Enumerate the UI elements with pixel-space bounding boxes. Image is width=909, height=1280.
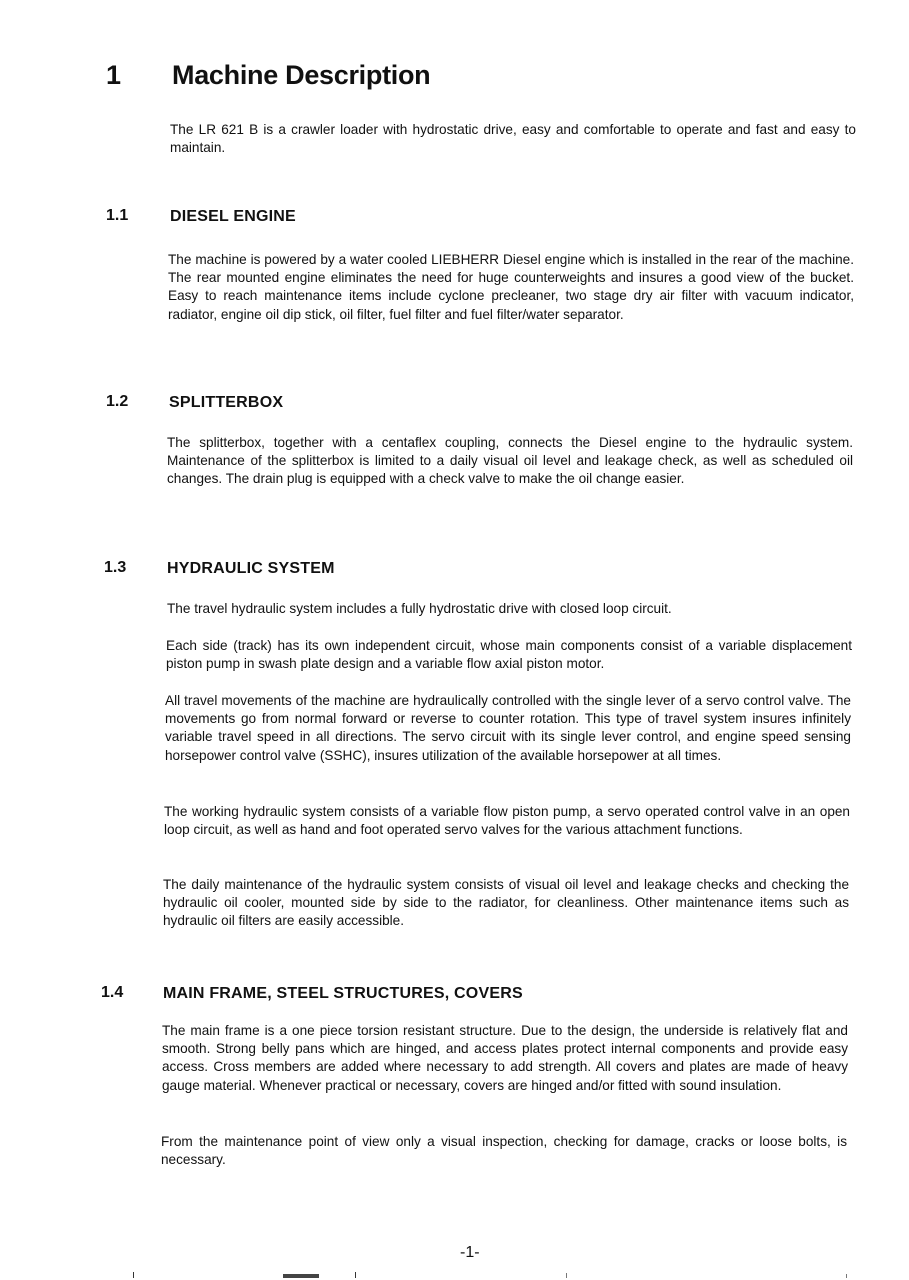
scan-artifact [355, 1272, 356, 1278]
section-number-hydraulic-system: 1.3 [104, 559, 127, 576]
scan-barcode-artifact [283, 1274, 319, 1278]
section-title-hydraulic-system: HYDRAULIC SYSTEM [167, 560, 335, 577]
section-number-diesel-engine: 1.1 [106, 207, 129, 224]
chapter-title: Machine Description [172, 60, 431, 90]
page-number: -1- [460, 1244, 480, 1261]
section-paragraph: The machine is powered by a water cooled LIEBHERR Diesel engine which is installed in the rear of the machine. The rear mounted engine eliminates the need for huge counterweights and insures a good view of the bucket. Easy to reach maintenance items include cyclone precleaner, two stage dry air filter with vacuum indicator, radiator, engine oil dip stick, oil filter, fuel filter and fuel filter/water separator. [168, 252, 854, 322]
section-number-splitterbox: 1.2 [106, 393, 129, 410]
section-paragraph: All travel movements of the machine are hydraulically controlled with the single lever of a servo control valve. The movements go from normal forward or reverse to counter rotation. This type of travel system insures infinitely variable travel speed in all directions. The servo circuit with its single lever control, and engine speed sensing horsepower control valve (SSHC), insures utilization of the available horsepower at all times. [165, 693, 851, 763]
scan-artifact [133, 1272, 134, 1278]
section-title-main-frame: MAIN FRAME, STEEL STRUCTURES, COVERS [163, 985, 523, 1002]
section-paragraph: The working hydraulic system consists of a variable flow piston pump, a servo operated control valve in an open loop circuit, as well as hand and foot operated servo valves for the various attachment functions. [164, 804, 850, 838]
section-paragraph: From the maintenance point of view only a visual inspection, checking for damage, cracks or loose bolts, is necessary. [161, 1134, 847, 1168]
chapter-number: 1 [106, 60, 122, 90]
section-title-splitterbox: SPLITTERBOX [169, 394, 284, 411]
scan-artifact [566, 1273, 567, 1278]
section-paragraph: Each side (track) has its own independent circuit, whose main components consist of a variable displacement piston pump in swash plate design and a variable flow axial piston motor. [166, 638, 852, 672]
section-paragraph: The travel hydraulic system includes a fully hydrostatic drive with closed loop circuit. [167, 601, 672, 616]
section-number-main-frame: 1.4 [101, 984, 124, 1001]
section-paragraph: The daily maintenance of the hydraulic system consists of visual oil level and leakage checks and checking the hydraulic oil cooler, mounted side by side to the radiator, for cleanliness. Other maintenance items such as hydraulic oil filters are easily accessible. [163, 877, 849, 929]
scan-artifact [846, 1274, 847, 1278]
section-paragraph: The splitterbox, together with a centaflex coupling, connects the Diesel engine to the hydraulic system. Maintenance of the splitterbox is limited to a daily visual oil level and leakage check, as well as scheduled oil changes. The drain plug is equipped with a check valve to make the oil change easier. [167, 435, 853, 487]
chapter-intro-paragraph: The LR 621 B is a crawler loader with hydrostatic drive, easy and comfortable to operate and fast and easy to maintain. [170, 122, 856, 156]
section-paragraph: The main frame is a one piece torsion resistant structure. Due to the design, the underside is relatively flat and smooth. Strong belly pans which are hinged, and access plates protect internal components and provide easy access. Cross members are added where necessary to add strength. All covers and plates are made of heavy gauge material. Whenever practical or necessary, covers are hinged and/or fitted with sound insulation. [162, 1023, 848, 1093]
section-title-diesel-engine: DIESEL ENGINE [170, 208, 296, 225]
